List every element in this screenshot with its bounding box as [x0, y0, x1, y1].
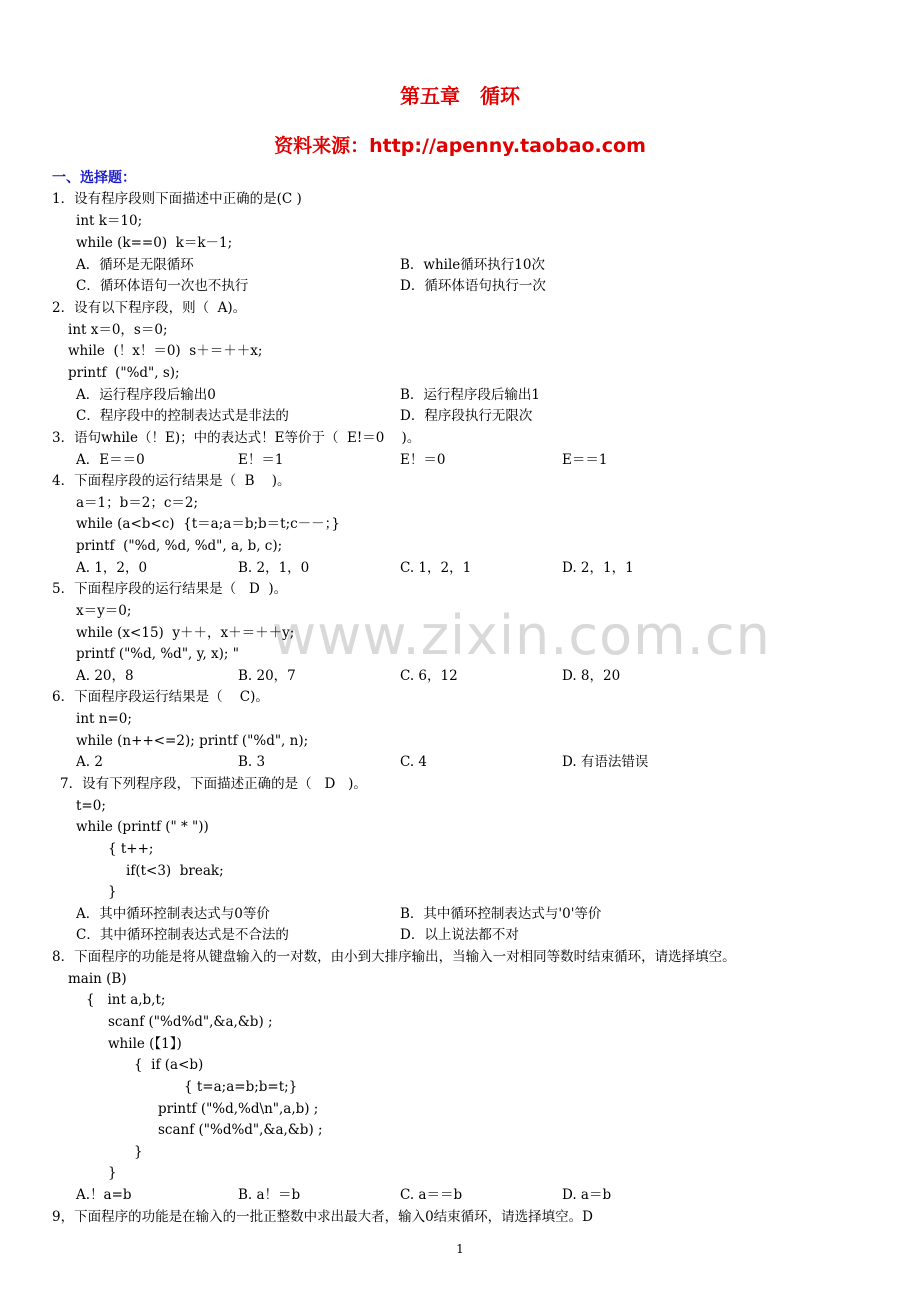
- option-a: A. 1，2，0: [76, 560, 148, 576]
- watermark: www.zixin.com.cn: [272, 604, 771, 667]
- question-4: 4．下面程序段的运行结果是（ B )。: [52, 473, 291, 489]
- code-line: while (k==0) k＝k－1;: [76, 235, 233, 251]
- code-line: { t=a;a=b;b=t;}: [184, 1079, 298, 1095]
- option-b: B. 2，1，0: [238, 560, 310, 576]
- option-d: D．循环体语句执行一次: [400, 278, 546, 294]
- code-line: { t++;: [108, 841, 154, 857]
- page-number: 1: [456, 1242, 464, 1256]
- code-line: a＝1；b＝2；c＝2;: [76, 495, 199, 511]
- code-line: printf ("%d, %d", y, x); ": [76, 646, 239, 662]
- code-line: int x＝0，s＝0;: [68, 322, 168, 338]
- code-line: t=0;: [76, 798, 106, 814]
- option-a: A．循环是无限循环: [76, 257, 194, 273]
- option-b: B. a！＝b: [238, 1187, 301, 1203]
- question-9: 9，下面程序的功能是在输入的一批正整数中求出最大者，输入0结束循环，请选择填空。D: [52, 1209, 594, 1225]
- option-c: C．循环体语句一次也不执行: [76, 278, 249, 294]
- code-line: while (n++<=2); printf ("%d", n);: [76, 733, 309, 749]
- code-line: while (x<15) y＋＋，x＋＝＋＋y;: [76, 625, 295, 641]
- option-b: B. 3: [238, 754, 266, 770]
- option-c: E！＝0: [400, 452, 446, 468]
- section-heading: 一、选择题：: [52, 170, 136, 186]
- option-b: B. 20，7: [238, 668, 296, 684]
- option-b: B．while循环执行10次: [400, 257, 545, 273]
- code-line: }: [134, 1144, 143, 1160]
- option-a: A. 20，8: [76, 668, 134, 684]
- code-line: main (B): [68, 971, 127, 987]
- question-1: 1．设有程序段则下面描述中正确的是(C ): [52, 191, 302, 207]
- code-line: }: [108, 1165, 117, 1181]
- option-d: D. a＝b: [562, 1187, 612, 1203]
- option-a: A．运行程序段后输出0: [76, 387, 216, 403]
- question-8: 8．下面程序的功能是将从键盘输入的一对数，由小到大排序输出，当输入一对相同等数时结束循环，请选择填空。: [52, 949, 736, 965]
- option-a: A．E＝＝0: [76, 452, 145, 468]
- code-line: { if (a<b): [134, 1057, 204, 1073]
- option-d: D. 2，1，1: [562, 560, 634, 576]
- code-line: while (a<b<c) {t＝a;a＝b;b＝t;c－－；}: [76, 516, 341, 532]
- option-b: B．运行程序段后输出1: [400, 387, 541, 403]
- option-c: C. 4: [400, 754, 428, 770]
- option-d: D. 8，20: [562, 668, 621, 684]
- code-line: printf ("%d", s);: [68, 365, 180, 381]
- code-line: scanf ("%d%d",&a,&b) ;: [158, 1122, 323, 1138]
- question-6: 6．下面程序段运行结果是（ C)。: [52, 689, 269, 705]
- question-5: 5．下面程序段的运行结果是（ D )。: [52, 581, 288, 597]
- option-a: A.！a=b: [76, 1187, 132, 1203]
- option-d: D. 有语法错误: [562, 754, 649, 770]
- option-d: D．以上说法都不对: [400, 927, 519, 943]
- question-7: 7．设有下列程序段，下面描述正确的是（ D )。: [60, 776, 367, 792]
- option-b: B．其中循环控制表达式与'0'等价: [400, 906, 602, 922]
- source-line: 资料来源：http://apenny.taobao.com: [274, 135, 646, 157]
- chapter-title: 第五章 循环: [400, 84, 520, 108]
- option-b: E！＝1: [238, 452, 284, 468]
- option-d: D．程序段执行无限次: [400, 408, 533, 424]
- code-line: while (printf (" * ")): [76, 819, 209, 835]
- question-2: 2．设有以下程序段，则（ A)。: [52, 300, 247, 316]
- option-d: E＝＝1: [562, 452, 608, 468]
- code-line: printf ("%d, %d, %d", a, b, c);: [76, 538, 283, 554]
- question-3: 3．语句while（！E)；中的表达式！E等价于（ E!＝0 )。: [52, 430, 421, 446]
- option-a: A．其中循环控制表达式与0等价: [76, 906, 270, 922]
- code-line: { int a,b,t;: [86, 992, 166, 1008]
- code-line: }: [108, 884, 117, 900]
- option-c: C．其中循环控制表达式是不合法的: [76, 927, 289, 943]
- code-line: if(t<3) break;: [126, 863, 224, 879]
- option-c: C．程序段中的控制表达式是非法的: [76, 408, 289, 424]
- code-line: x＝y＝0;: [76, 603, 132, 619]
- option-c: C. 6，12: [400, 668, 458, 684]
- code-line: int k＝10;: [76, 213, 143, 229]
- code-line: while (！x！＝0) s＋＝＋＋x;: [68, 343, 263, 359]
- option-c: C. 1，2，1: [400, 560, 472, 576]
- option-a: A. 2: [76, 754, 103, 770]
- code-line: printf ("%d,%d\n",a,b) ;: [158, 1101, 319, 1117]
- code-line: int n=0;: [76, 711, 132, 727]
- code-line: scanf ("%d%d",&a,&b) ;: [108, 1014, 273, 1030]
- code-line: while (【1】): [108, 1036, 182, 1052]
- option-c: C. a＝＝b: [400, 1187, 463, 1203]
